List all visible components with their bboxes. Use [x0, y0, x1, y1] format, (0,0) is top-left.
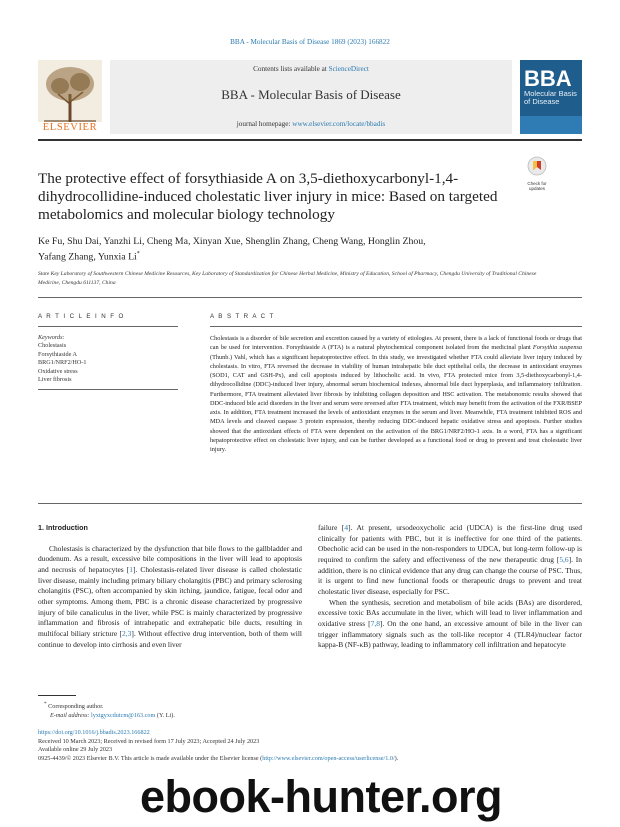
masthead-center — [110, 60, 512, 134]
check-for-updates-line1: Check for — [527, 181, 547, 186]
email-link[interactable]: lyxtgyxcdutcm@163.com — [91, 711, 156, 719]
footnote-mark: * — [44, 701, 47, 707]
keyword-item: Cholestasis — [38, 342, 67, 350]
affiliation: State Key Laboratory of Southwestern Chinese Medicine Resources, Key Laboratory of Standardization for Chinese Herbal Medicine, Ministry of Education, School of Pharmacy, Chengdu University of Traditional Chinese Medicine, Chengdu 611137, China — [38, 271, 537, 286]
keywords-block — [38, 334, 178, 384]
intro-paragraph-2: When the synthesis, secretion and metabolism of bile acids (BAs) are disordered, excessive toxic BAs accumulate in the liver, which will lead to liver inflammation and oxidative stress [7,8]. On the one hand, an excessive amount of bile in the liver can trigger inflammatory signals such as the toll-like receptor 4 (TLR4)/nuclear factor kappa-B (NF-κB) pathway, leading to inflammatory cell infiltration and hepatocyte — [318, 597, 582, 650]
homepage-line: journal homepage: www.elsevier.com/locate/bbadis — [236, 120, 386, 128]
watermark: ebook-hunter.org — [140, 771, 502, 822]
body-column-left — [38, 523, 302, 650]
journal-cover — [520, 60, 582, 134]
affiliation-rule — [38, 297, 582, 298]
doi-link[interactable]: https://doi.org/10.1016/j.bbadis.2023.166822 — [38, 729, 150, 736]
authors-line-2: Yafang Zhang, Yunxia Li — [38, 251, 137, 263]
abstract-text: Cholestasis is a disorder of bile secretion and excretion caused by a variety of etiologies. At present, there is a lack of functional foods or drugs that can be used for intervention. Forsythiaside A (FTA) is a natural phytochemical component isolated from the medicinal plant Forsythia suspensa (Thunb.) Vahl, which has a significant hepatoprotective effect. In this study, we investigated whether FTA could alleviate liver injury induced by cholestasis. In vitro, FTA reversed the decrease in viability of human intrahepatic bile duct epithelial cells, the decrease in antioxidant enzymes (SOD1, CAT and GSH-Px), and cell apoptosis induced by lithocholic acid. In vivo, FTA protected mice from 3,5-diethoxycarbonyl-1,4-dihydrocollidine (DDC)-induced liver injury, abnormal serum biochemical indexes, abnormal bile duct hyperplasia, and inflammatory infiltration. Furthermore, FTA treatment alleviated liver fibrosis by inhibiting collagen deposition and HSC activation. The metabonomic results showed that DDC-induced bile acid disorders in the liver and serum were reversed after FTA treatment, which may benefit from the activation of the FXR/BSEP axis. In addition, FTA treatment increased the levels of antioxidant enzymes in the serum and liver. Meanwhile, FTA treatment inhibited ROS and MDA levels and cleaved caspase 3 protein expression, thereby reducing DDC-induced hepatic oxidative stress and apoptosis. Further studies showed that the antioxidant effects of FTA were dependent on the activation of the BRG1/NRF2/HO-1 axis. In a word, FTA has a significant hepatoprotective effect on cholestatic liver injury, and can be further developed as a functional food or drug to prevent and treat cholestatic liver injury. — [210, 335, 582, 453]
abstract-rule — [210, 326, 582, 327]
footnote — [38, 700, 338, 720]
citation-link[interactable]: 4 — [344, 523, 349, 532]
keywords-bottom-rule — [38, 389, 178, 390]
keywords-label: Keywords: — [38, 334, 65, 341]
sciencedirect-link[interactable]: ScienceDirect — [328, 65, 369, 73]
keyword-item: Forsythiaside A — [38, 350, 78, 358]
homepage-link[interactable]: www.elsevier.com/locate/bbadis — [292, 120, 386, 128]
footnote-rule — [38, 695, 76, 696]
citation-link[interactable]: 7,8 — [370, 618, 380, 628]
available-online: Available online 29 July 2023 — [38, 746, 113, 754]
email-label: E-mail address: — [50, 711, 92, 719]
running-header: BBA - Molecular Basis of Disease 1869 (2023) 166822 — [230, 38, 390, 46]
check-for-updates-icon — [522, 156, 552, 176]
keyword-item: Liver fibrosis — [38, 376, 72, 384]
authors-line-1: Ke Fu, Shu Dai, Yanzhi Li, Cheng Ma, Xinyan Xue, Shenglin Zhang, Cheng Wang, Honglin Zhou, — [38, 236, 426, 247]
intro-paragraph-1: Cholestasis is characterized by the dysfunction that bile flows to the gallbladder and duodenum. As a result, excessive bile compositions in the liver will lead to apoptosis and necrosis of hepatocytes [1]. Cholestasis-related liver disease is called cholestatic liver disease, mainly including primary biliary cholangitis (PBC) and primary sclerosing cholangitis (PSC), often accompanied by skin itching, jaundice, fatigue, fecal odor and other symptoms. Among them, PBC is a chronic disease characterized by progressive injury of bile canaliculus in the liver, while PSC is mainly characterized by progressive inflammation and fibrosis of intrahepatic and extrahepatic bile ducts, resulting in multifocal biliary stricture [2,3]. Without effective drug intervention, both of them will continue to develop into cirrhosis and even liver — [38, 543, 303, 649]
citation-link[interactable]: 5,6 — [559, 554, 569, 564]
keyword-item: BRG1/NRF2/HO-1 — [38, 359, 87, 367]
received-dates: Received 10 March 2023; Received in revised form 17 July 2023; Accepted 24 July 2023 — [38, 737, 260, 745]
author-list — [38, 235, 558, 263]
cover-band — [520, 116, 582, 134]
citation-link[interactable]: 1 — [129, 564, 133, 574]
masthead-rule — [38, 139, 582, 141]
check-for-updates-badge[interactable] — [522, 156, 552, 191]
elsevier-wordmark: ELSEVIER — [38, 122, 102, 134]
email-suffix: (Y. Li). — [155, 711, 175, 719]
journal-title: BBA - Molecular Basis of Disease — [221, 87, 401, 102]
elsevier-logo — [38, 60, 102, 134]
abstract-bottom-rule — [38, 503, 582, 504]
body-column-right — [318, 523, 582, 651]
journal-masthead — [38, 60, 582, 134]
abstract-heading: A B S T R A C T — [210, 313, 275, 320]
article-info-heading: A R T I C L E I N F O — [38, 313, 125, 320]
article-title: The protective effect of forsythiaside A on 3,5-diethoxycarbonyl-1,4-dihydrocollidine-induced cholestatic liver injury in mice: Based on targeted metabolomics and molecular biology technology — [38, 170, 498, 223]
cover-title: BBA — [524, 66, 572, 91]
footnote-label: Corresponding author. — [48, 703, 104, 711]
corresponding-mark[interactable]: * — [136, 251, 140, 257]
article-footer — [38, 729, 582, 763]
license-line: 0925-4439/© 2023 Elsevier B.V. This article is made available under the Elsevier license (http://www.elsevier.com/open-access/userlicense/1.0/). — [38, 754, 399, 762]
contents-line: Contents lists available at ScienceDirect — [253, 65, 369, 73]
check-for-updates-line2: updates — [528, 186, 545, 191]
intro-paragraph-1-continued: failure [4]. At present, ursodeoxycholic acid (UDCA) is the first-line drug used clinically for patients with PBC, but it is ineffective for one third of the patients. Obecholic acid can be used in the non-responders to UDCA, but long-term follow-up is required to confirm the safety and effectiveness of the new therapeutic drug [5,6]. In addition, there is no clinical evidence that any drug can change the course of PSC. Thus, it is urgent to find new functional foods or therapeutic drugs to prevent and treat cholestatic liver disease, especially for PSC. — [318, 523, 582, 596]
article-info-rule — [38, 326, 178, 327]
section-heading-introduction: 1. Introduction — [38, 523, 88, 532]
citation-link[interactable]: 2,3 — [122, 628, 132, 638]
cover-subtitle: Molecular Basis of Disease — [524, 89, 577, 106]
license-link[interactable]: http://www.elsevier.com/open-access/userlicense/1.0/ — [262, 754, 395, 762]
keyword-item: Oxidative stress — [38, 367, 78, 375]
